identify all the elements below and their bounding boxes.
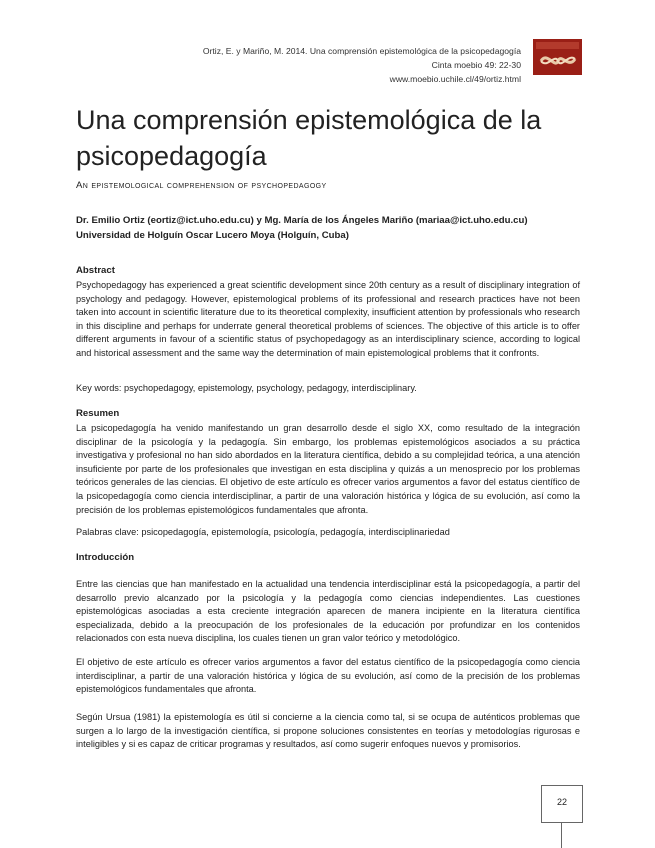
subtitle-text: An epistemological comprehension of psychopedagogy <box>76 180 327 191</box>
intro-paragraph-1 <box>76 578 580 646</box>
page-number-box <box>541 785 583 823</box>
journal-logo <box>533 39 582 75</box>
abstract-keywords-block <box>76 382 580 396</box>
resumen-heading: Resumen <box>76 408 120 419</box>
article-subtitle <box>76 180 327 191</box>
intro-p3-text: Según Ursua (1981) la epistemología es útil si concierne a la ciencia como tal, si se ocupa de auténticos problemas que surgen a lo largo de la investigación científica, si propone soluciones consistentes en teorías y metodologías rigurosas e inteligibles y si es capaz de criticar programas y resultados, así como sugerir enfoques nuevos y promisorios. <box>76 712 580 750</box>
abstract-heading: Abstract <box>76 265 115 276</box>
intro-paragraph-3 <box>76 711 580 752</box>
authors: Dr. Emilio Ortiz (eortiz@ict.uho.edu.cu) y Mg. María de los Ángeles Mariño (mariaa@ict.uho.edu.cu) Universidad de Holguín Oscar Lucero Moya (Holguín, Cuba) <box>76 215 528 241</box>
intro-p1-text: Entre las ciencias que han manifestado en la actualidad una tendencia interdisciplinar está la psicopedagogía, a partir del desarrollo previo alcanzado por la psicología y la pedagogía como ciencias independientes. Las cuestiones epistemológicas asociadas a esta creciente integración aparecen de manera incipiente en la literatura científica especializada, debido a la preocupación de los profesionales de la educación por profundizar en los contenidos relacionados con esta nueva disciplina, los cuales tienen un gran valor teórico y metodológico. <box>76 579 580 644</box>
intro-paragraph-2 <box>76 656 580 697</box>
resumen-text: La psicopedagogía ha venido manifestando un gran desarrollo desde el siglo XX, como resultado de la integración disciplinar de la psicología y la pedagogía. Sin embargo, los problemas epistemológicos asociados a su práctica investigativa y profesional no han sido abordados en la literatura científica, debido a su complejidad teórica, a una atención insuficiente por parte de los profesionales que investigan en esta disciplina y quizás a un menosprecio por los problemas teóricos generales de las ciencias. El objetivo de este artículo es ofrecer varios argumentos a favor del estatus científico de la psicopedagogía como ciencia interdisciplinar, a partir de una valoración histórica y lógica de su evolución, así como la precisión de los problemas epistemológicos fundamentales que afronta. <box>76 423 580 515</box>
intro-p2-text: El objetivo de este artículo es ofrecer varios argumentos a favor del estatus científico de la psicopedagogía como ciencia interdisciplinar, a partir de una valoración histórica y lógica de su evolución, así como de la precisión de los problemas epistemológicos fundamentales que afronta. <box>76 657 580 695</box>
article-title: Una comprensión epistemológica de la psicopedagogía <box>76 105 542 171</box>
moebius-strip-icon <box>533 39 582 75</box>
page-number-line <box>561 822 562 848</box>
citation-line: Ortiz, E. y Mariño, M. 2014. Una comprensión epistemológica de la psicopedagogía <box>202 46 521 56</box>
resumen-keywords: Palabras clave: psicopedagogía, epistemología, psicología, pedagogía, interdisciplinariedad <box>76 527 450 537</box>
abstract-body <box>76 279 580 361</box>
abstract-text: Psychopedagogy has experienced a great scientific development since 20th century as a result of disciplinary integration of psychology and pedagogy. However, epistemological problems of its professional and research practices have not been taken into account in scientific literature due to its theoretical complexity, insufficient attention by professionals who research in this discipline and perhaps for underrate general theoretical problems of sciences. The objective of this article is to offer different arguments in favour of a scientific status of psychopedagogy as an interdisciplinary science, according to logical and historical assessment and the same way the determination of main epistemological problems that it confronts. <box>76 280 580 358</box>
header-citation-block <box>203 44 521 86</box>
resumen-body <box>76 422 580 517</box>
page-number: 22 <box>556 797 567 807</box>
resumen-keywords-block <box>76 526 580 540</box>
url-line: www.moebio.uchile.cl/49/ortiz.html <box>389 74 521 84</box>
journal-line: Cinta moebio 49: 22-30 <box>431 60 521 70</box>
introduccion-heading: Introducción <box>76 552 135 563</box>
abstract-keywords: Key words: psychopedagogy, epistemology, psychology, pedagogy, interdisciplinary. <box>76 383 417 393</box>
